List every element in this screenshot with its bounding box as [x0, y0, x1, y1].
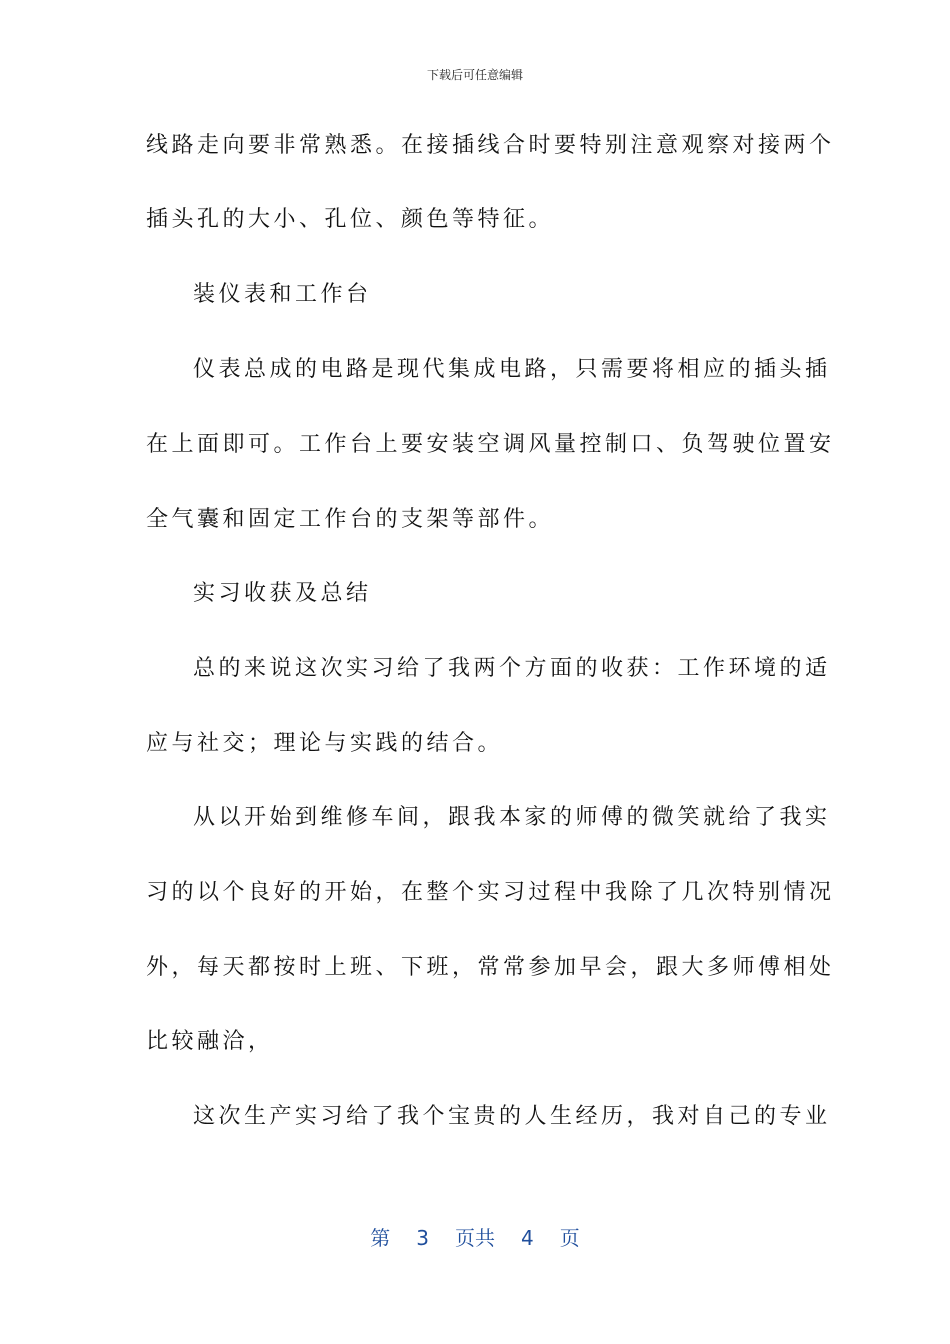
- text-line: 从以开始到维修车间，跟我本家的师傅的微笑就给了我实: [193, 805, 831, 830]
- current-page-number: 3: [416, 1226, 429, 1250]
- text-line: 比较融洽，: [146, 1029, 274, 1054]
- footer-middle: 页共: [455, 1226, 495, 1250]
- text-line: 应与社交；理论与实践的结合。: [146, 731, 504, 756]
- page-footer: [0, 1224, 950, 1252]
- text-line: 习的以个良好的开始，在整个实习过程中我除了几次特别情况: [146, 880, 835, 905]
- footer-prefix: 第: [370, 1226, 391, 1250]
- text-line: 这次生产实习给了我个宝贵的人生经历，我对自己的专业: [193, 1104, 831, 1129]
- footer-suffix: 页: [559, 1226, 580, 1250]
- text-line: 仪表总成的电路是现代集成电路，只需要将相应的插头插: [193, 357, 831, 382]
- section-heading: 装仪表和工作台: [193, 282, 372, 307]
- text-line: 在上面即可。工作台上要安装空调风量控制口、负驾驶位置安: [146, 432, 835, 457]
- text-line: 全气囊和固定工作台的支架等部件。: [146, 507, 555, 532]
- page-header: 下载后可任意编辑: [426, 68, 523, 82]
- text-line: 线路走向要非常熟悉。在接插线合时要特别注意观察对接两个: [146, 133, 835, 158]
- total-pages-number: 4: [521, 1226, 534, 1250]
- text-line: 外，每天都按时上班、下班，常常参加早会，跟大多师傅相处: [146, 955, 835, 980]
- section-heading: 实习收获及总结: [193, 581, 372, 606]
- text-line: 插头孔的大小、孔位、颜色等特征。: [146, 207, 555, 232]
- text-line: 总的来说这次实习给了我两个方面的收获：工作环境的适: [193, 656, 831, 681]
